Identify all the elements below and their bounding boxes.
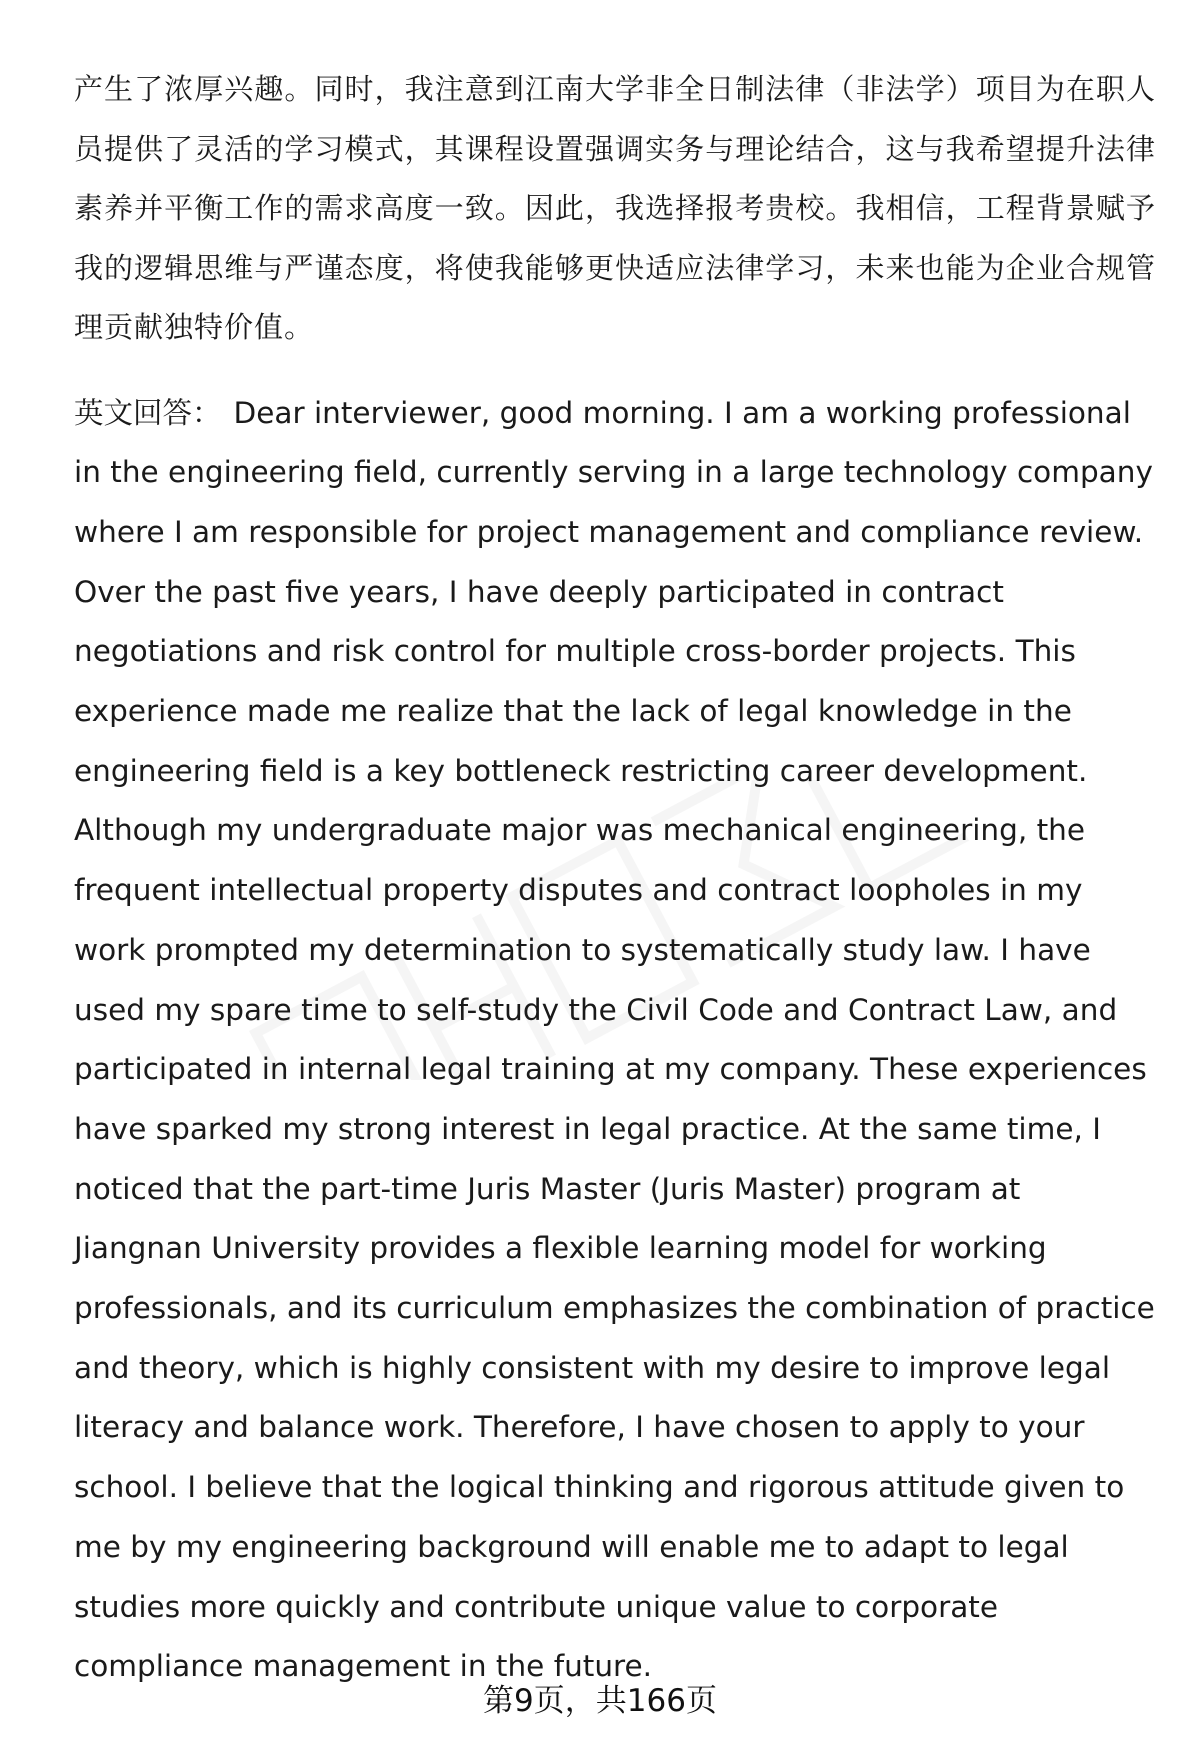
english-answer-paragraph (74, 384, 1156, 1697)
chinese-answer-paragraph: 产生了浓厚兴趣。同时，我注意到江南大学非全日制法律（非法学）项目为在职人员提供了灵活的学习模式，其课程设置强调实务与理论结合，这与我希望提升法律素养并平衡工作的需求高度一致。因此，我选择报考贵校。我相信，工程背景赋予我的逻辑思维与严谨态度，将使我能够更快适应法律学习，未来也能为企业合规管理贡献独特价值。 (74, 72, 1156, 344)
english-answer-label: 英文回答： (74, 395, 222, 430)
page-number-footer: 第9页，共166页 (483, 1683, 717, 1719)
document-content (74, 60, 1156, 1697)
english-answer-text: Dear interviewer, good morning. I am a working professional in the engineering field, currently serving in a large technology company where I am responsible for project management and compliance review. Over the past five years, I have deeply participated in contract negotiations and risk control for multiple cross-border projects. This experience made me realize that the lack of legal knowledge in the engineering field is a key bottleneck restricting career development. Although my undergraduate major was mechanical engineering, the frequent intellectual property disputes and contract loopholes in my work prompted my determination to systematically study law. I have used my spare time to self-study the Civil Code and Contract Law, and participated in internal legal training at my company. These experiences have sparked my strong interest in legal practice. At the same time, I noticed that the part-time Juris Master (Juris Master) program at Jiangnan University provides a flexible learning model for working professionals, and its curriculum emphasizes the combination of practice and theory, which is highly consistent with my desire to improve legal literacy and balance work. Therefore, I have chosen to apply to your school. I believe that the logical thinking and rigorous attitude given to me by my engineering background will enable me to adapt to legal studies more quickly and contribute unique value to corporate compliance management in the future. (74, 395, 1155, 1684)
